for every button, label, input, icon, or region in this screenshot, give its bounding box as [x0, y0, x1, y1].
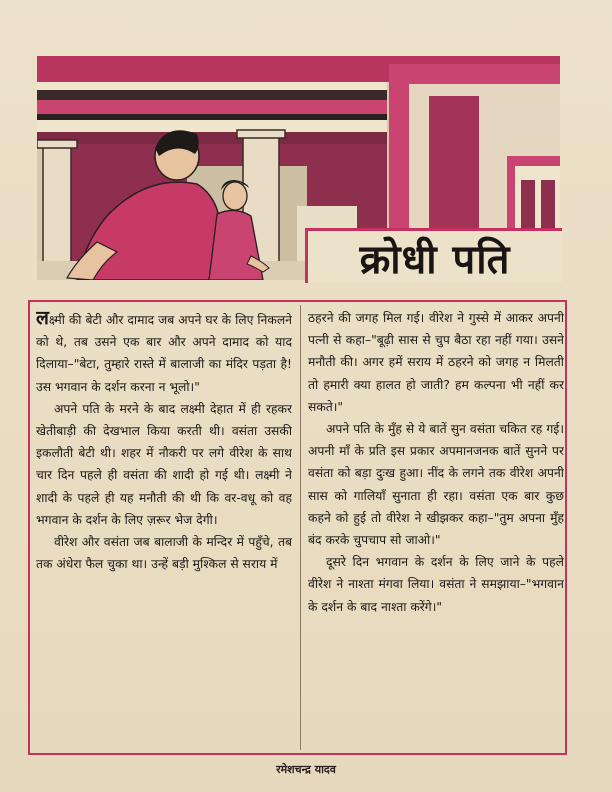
- author-name: रमेशचन्द्र यादव: [276, 763, 336, 776]
- story-paragraph: दूसरे दिन भगवान के दर्शन के लिए जाने के पहले वीरेश ने नाश्ता मंगवा लिया। वसंता ने समझाया–"भगवान के दर्शन के बाद नाश्ता करेंगे।": [308, 555, 564, 614]
- story-column-left: [36, 307, 292, 747]
- drop-cap: ल: [36, 307, 49, 329]
- story-title-box: [305, 228, 562, 283]
- story-paragraph: अपने पति के मुँह से ये बातें सुन वसंता चकित रह गई। अपनी माँ के प्रति इस प्रकार अपमानजनक बातें सुनने पर वसंता को बड़ा दुःख हुआ। नींद के लगने तक वीरेश अपनी सास को गालियाँ सुनाता ही रहा। वसंता एक बार कुछ कहने को हुई तो वीरेश ने खीझकर कहा–"तुम अपना मुँह बंद करके चुपचाप सो जाओ।": [308, 422, 564, 548]
- story-paragraph: वीरेश और वसंता जब बालाजी के मन्दिर में पहुँचे, तब तक अंधेरा फैल चुका था। उन्हें बड़ी मुश्किल से सराय में: [36, 535, 292, 572]
- story-title: क्रोधी पति: [359, 236, 511, 283]
- story-paragraph: [36, 307, 292, 398]
- column-divider: [300, 305, 301, 750]
- story-paragraph: अपने पति के मरने के बाद लक्ष्मी देहात में ही रहकर खेतीबाड़ी की देखभाल किया करती थी। वसंता उसकी इकलौती बेटी थी। शहर में नौकरी पर लगे वीरेश के साथ चार दिन पहले ही वसंता की शादी हो गई थी। लक्ष्मी ने शादी के पहले ही यह मनौती की थी कि वर-वधू को वह भगवान के दर्शन के लिए ज़रूर भेज देगी।: [36, 401, 292, 527]
- story-paragraph-text: क्ष्मी की बेटी और दामाद जब अपने घर के लिए निकलने को थे, तब उसने एक बार और अपने दामाद को याद दिलाया–"बेटा, तुम्हारे रास्ते में बालाजी का मंदिर पड़ता है! उस भगवान के दर्शन करना न भूलो।": [36, 313, 292, 394]
- story-column-right: [308, 307, 564, 747]
- story-paragraph: ठहरने की जगह मिल गई। वीरेश ने गुस्से में आकर अपनी पत्नी से कहा–"बूढ़ी सास से चुप बैठा रहा नहीं गया। उसने मनौती की। अगर हमें सराय में ठहरने को जगह न मिलती तो हमारी क्या हालत हो जाती? हम कल्पना भी नहीं कर सकते।": [308, 311, 564, 414]
